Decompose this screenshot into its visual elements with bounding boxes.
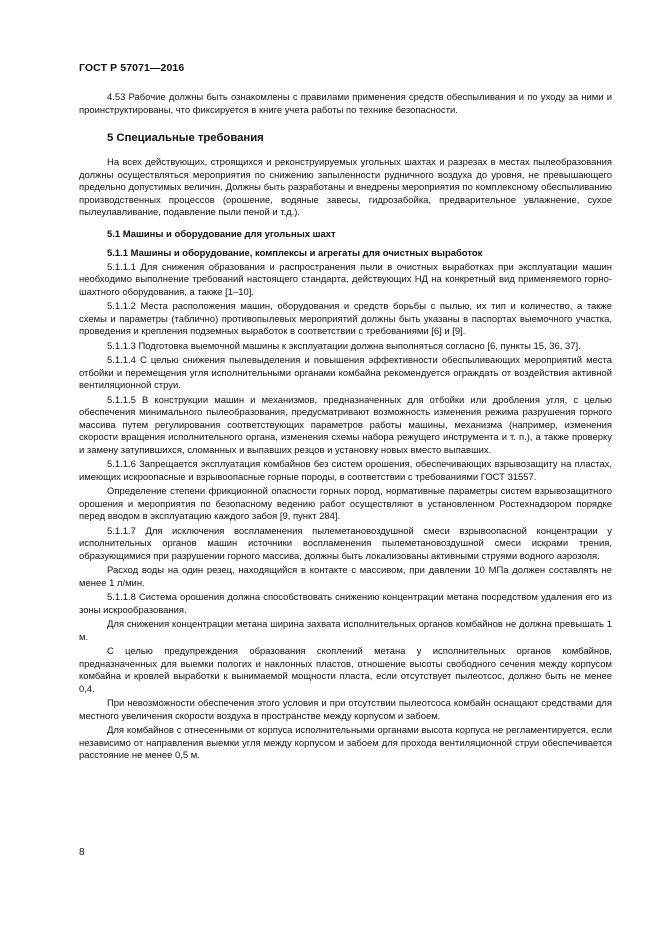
subsection-5-1-heading: 5.1 Машины и оборудование для угольных шахт xyxy=(107,228,336,240)
paragraph-4-53: 4.53 Рабочие должны быть ознакомлены с правилами применения средств обеспыливания и по уходу за ними и проинструктированы, что фиксируется в книге учета работы по технике безопасности. xyxy=(79,92,612,116)
paragraph-air-velocity: При невозможности обеспечения этого условия и при отсутствии пылеотсоса комбайн оснащают средствами для местного увеличения скорости воздуха в пространстве между корпусом и забоем. xyxy=(79,698,612,722)
section-5-intro-paragraph: На всех действующих, строящихся и реконструируемых угольных шахтах и разрезах в местах пылеобразования должны осуществляться мероприятия по снижению запыленности рудничного воздуха до уровня, не превышающего предельно допустимых величин. Должны быть разработаны и внедрены мероприятия по комплексному обеспыливанию производственных процессов (орошение, водяные завесы, гидрозабойка, предварительное увлажнение, сухое пылеулавливание, подавление пыли пеной и т.д.). xyxy=(79,157,612,218)
document-body xyxy=(79,92,612,763)
paragraph-methane-accumulation: С целью предупреждения образования скоплений метана у исполнительных органов комбайнов, предназначенных для выемки пологих и наклонных пластов, отношение высоты свободного сечения между корпусом комбайна и кровлей выработки к вынимаемой мощности пласта, если отсутствует пылеотсос, должно быть не менее 0,4. xyxy=(79,646,612,695)
subsection-5-1-1-heading: 5.1.1 Машины и оборудование, комплексы и агрегаты для очистных выработок xyxy=(107,248,483,259)
paragraph-5-1-1-5: 5.1.1.5 В конструкции машин и механизмов, предназначенных для отбойки или дробления угля, с целью обеспечения минимального пылеобразования, предусматривают возможность изменения режима разрушения горного массива путем регулирования соответствующих параметров работы машины, механизма (например, изменения скорости вращения исполнительного органа, изменения схемы набора режущего инструмента и т. п.), а также проверку и замену затупившихся, сломанных и выпавших резцов и установку новых вместо выпавших. xyxy=(79,394,612,456)
paragraph-5-1-1-3: 5.1.1.3 Подготовка выемочной машины к эксплуатации должна выполняться согласно [6, пункты 15, 36, 37]. xyxy=(107,340,581,352)
paragraph-5-1-1-1: 5.1.1.1 Для снижения образования и распространения пыли в очистных выработках при эксплуатации машин необходимо выполнение требований настоящего стандарта, действующих НД на конкретный вид применяемого горно-шахтного оборудования, а также [1–10]. xyxy=(79,261,612,298)
paragraph-5-1-1-6: 5.1.1.6 Запрещается эксплуатация комбайнов без систем орошения, обеспечивающих взрывозащиту на пластах, имеющих искроопасные и взрывоопасные горные породы, в соответствии с требованиями ГОСТ 31557. xyxy=(79,459,612,483)
paragraph-5-1-1-2: 5.1.1.2 Места расположения машин, оборудования и средств борьбы с пылью, их тип и количество, а также схемы и параметры (таблично) противопылевых мероприятий должны быть указаны в паспортах выемочного участка, проведения и крепления подземных выработок в соответствии с требованиями [6] и [9]. xyxy=(79,301,612,337)
paragraph-5-1-1-7: 5.1.1.7 Для исключения воспламенения пылеметановоздушной смеси взрывоопасной концентрации у исполнительных органов машин источники воспламенения пылеметановоздушной смеси искрами трения, образующимися при разрушении горного массива, должны быть локализованы активными струями водного аэрозоля. xyxy=(79,525,612,562)
paragraph-combine-body-height: Для комбайнов с отнесенными от корпуса исполнительными органами высота корпуса не регламентируется, если независимо от направления выемки угля между корпусом и забоем для прохода вентиляционной струи обеспечивается расстояние не менее 0,5 м. xyxy=(79,725,612,761)
section-5-heading: 5 Специальные требования xyxy=(107,132,264,144)
paragraph-water-flow: Расход воды на один резец, находящийся в контакте с массивом, при давлении 10 МПа должен составлять не менее 1 л/мин. xyxy=(79,565,612,589)
paragraph-5-1-1-4: 5.1.1.4 С целью снижения пылевыделения и повышения эффективности обеспыливающих мероприятий места отбойки и перемещения угля исполнительными органами комбайна рекомендуется ограждать от воздействия активной вентиляционной струи. xyxy=(79,355,612,391)
paragraph-cutting-width: Для снижения концентрации метана ширина захвата исполнительных органов комбайнов не должна превышать 1 м. xyxy=(79,619,612,643)
paragraph-friction-hazard: Определение степени фрикционной опасности горных пород, нормативные параметры систем взрывозащитного орошения и мероприятия по безопасному ведению работ осуществляют в установленном Ростехнадзором порядке перед вводом в эксплуатацию каждого забоя [9, пункт 284]. xyxy=(79,486,612,522)
document-code-header: ГОСТ Р 57071—2016 xyxy=(79,62,185,74)
page-number: 8 xyxy=(79,847,85,858)
paragraph-5-1-1-8: 5.1.1.8 Система орошения должна способствовать снижению концентрации метана посредством удаления его из зоны искрообразования. xyxy=(79,592,612,616)
